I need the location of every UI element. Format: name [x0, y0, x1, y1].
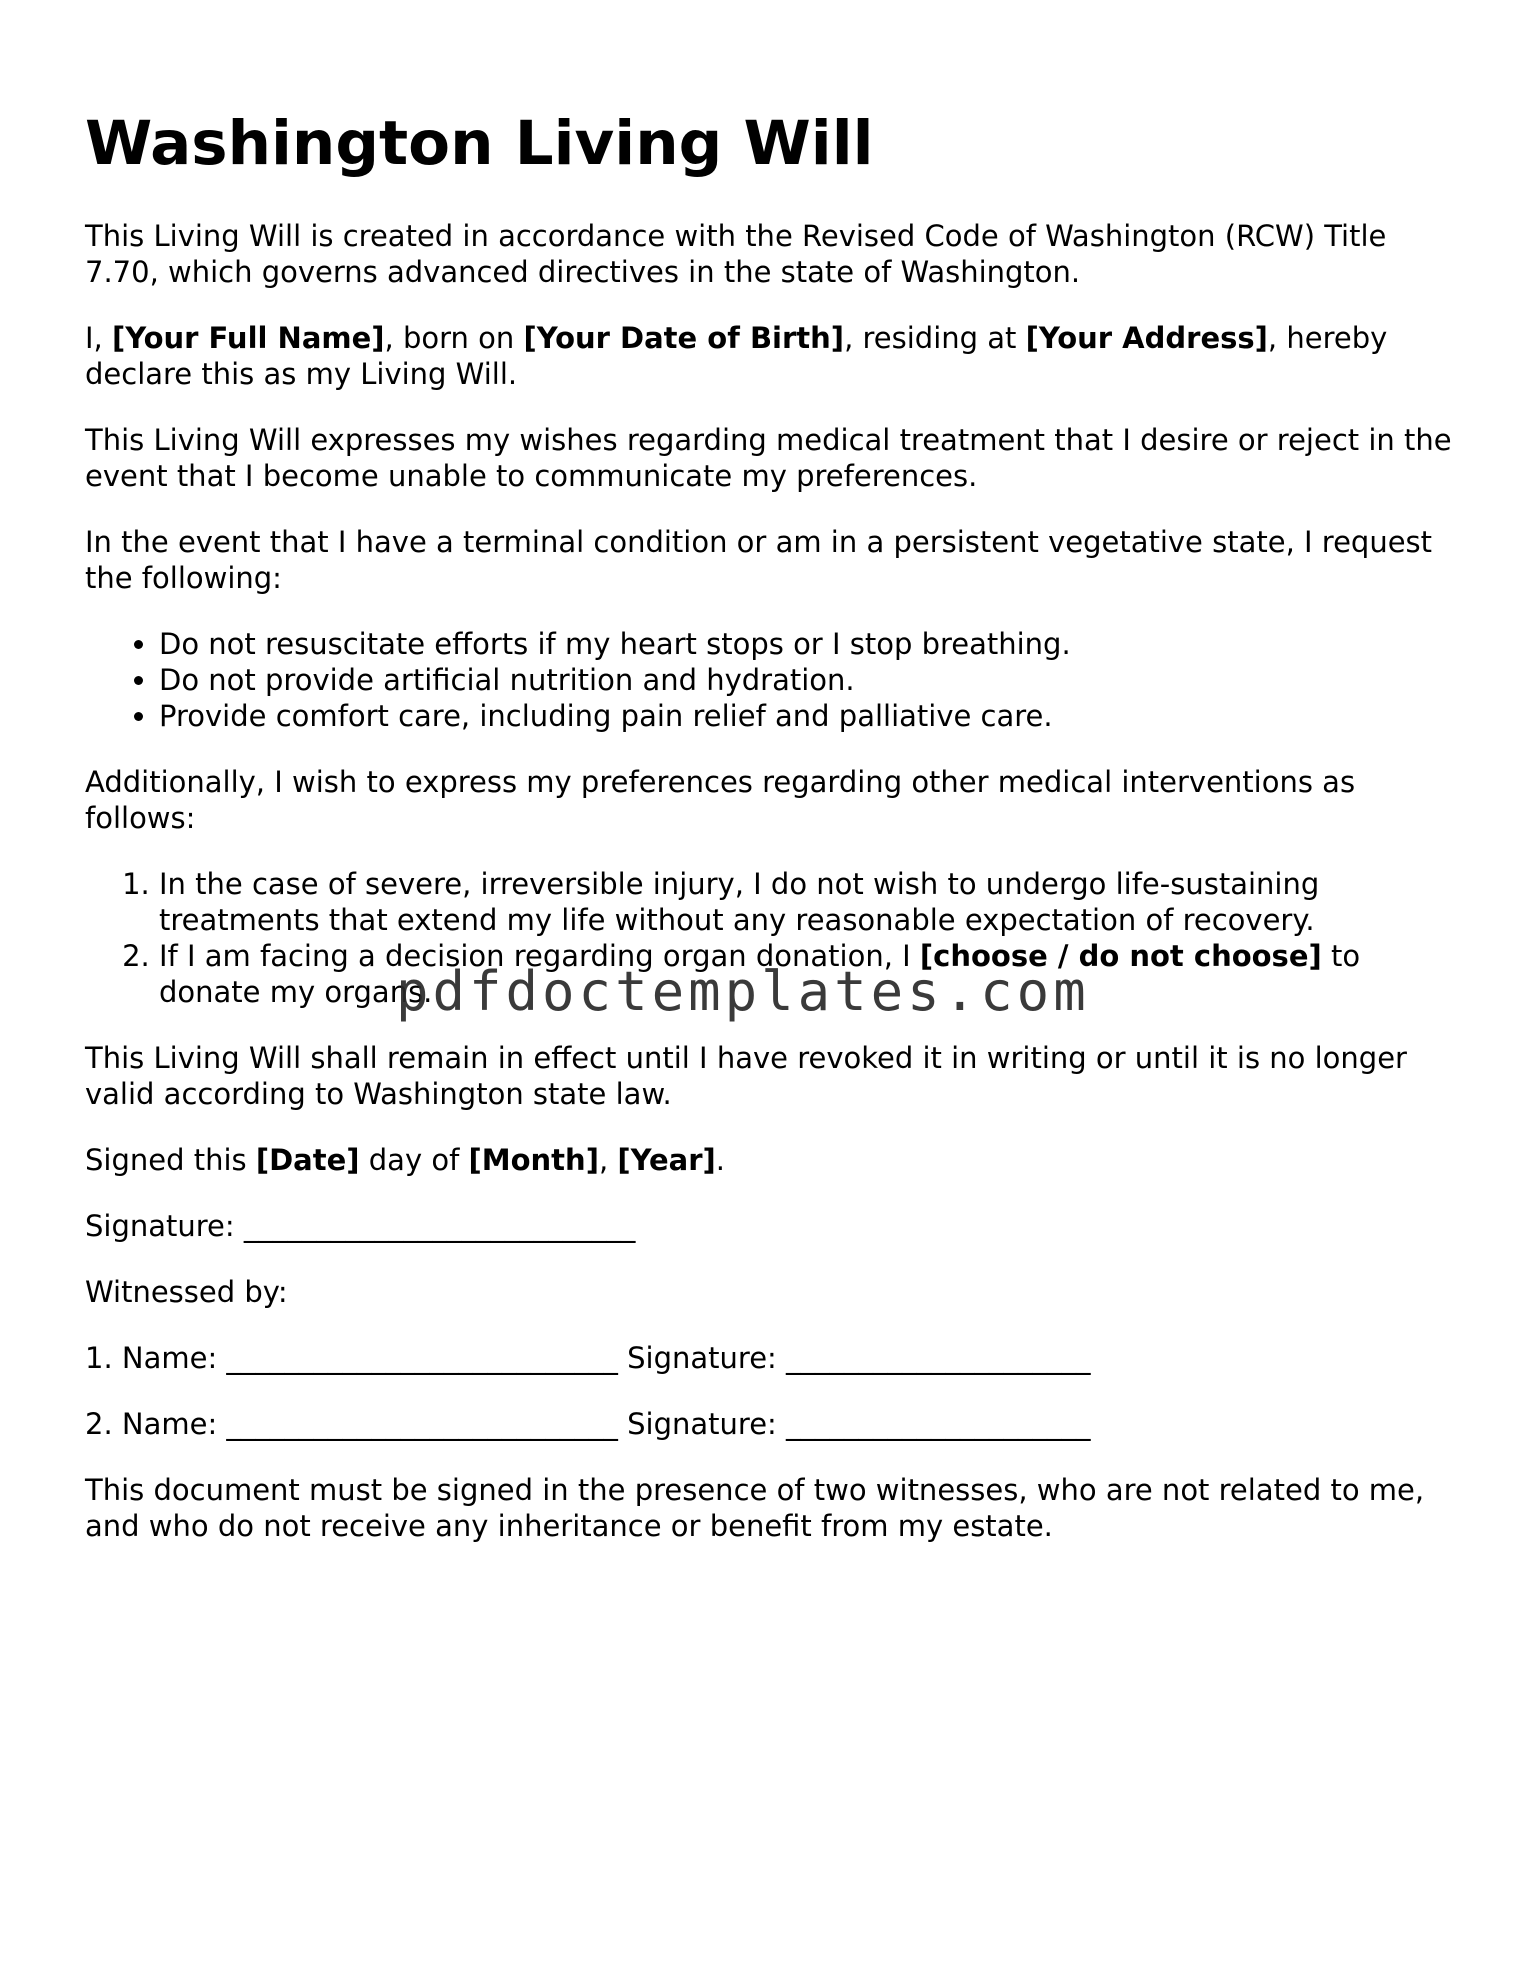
list-item: 1. In the case of severe, irreversible injury, I do not wish to undergo life-sustaining treatments that extend my life without any reasonable expectation of recovery. [159, 866, 1455, 938]
declaration-text: I, [85, 321, 112, 355]
address-placeholder: [Your Address] [1025, 321, 1268, 355]
list-item: • Do not resuscitate efforts if my heart stops or I stop breathing. [159, 626, 1455, 662]
declaration-paragraph [85, 320, 1455, 392]
document-title: Washington Living Will [85, 108, 874, 179]
signed-text: . [715, 1143, 725, 1177]
signed-text: Signed this [85, 1143, 256, 1177]
signed-text: day of [359, 1143, 469, 1177]
year-placeholder: [Year] [617, 1143, 716, 1177]
date-of-birth-placeholder: [Your Date of Birth] [523, 321, 845, 355]
watermark-text: pdfdoctemplates.com [396, 960, 1090, 1023]
signature-line: Signature: ___________________________ [85, 1209, 636, 1243]
signed-date-line [85, 1142, 1455, 1178]
list-item: • Do not provide artificial nutrition and hydration. [159, 662, 1455, 698]
terminal-condition-paragraph: In the event that I have a terminal condition or am in a persistent vegetative state, I request the following: [85, 525, 1433, 595]
month-placeholder: [Month] [468, 1143, 599, 1177]
requests-list [85, 626, 1455, 734]
intro-paragraph: This Living Will is created in accordance with the Revised Code of Washington (RCW) Title 7.70, which governs advanced directives in the state of Washington. [85, 219, 1387, 289]
witness-2-line: 2. Name: ___________________________ Signature: _____________________ [85, 1407, 1091, 1441]
organ-donation-choice-placeholder: [choose / do not choose] [919, 939, 1322, 973]
full-name-placeholder: [Your Full Name] [112, 321, 385, 355]
date-placeholder: [Date] [255, 1143, 360, 1177]
organ-donation-text: If I am facing a decision regarding organ donation, I [159, 939, 920, 973]
document-body [85, 218, 1455, 1574]
revocation-paragraph: This Living Will shall remain in effect until I have revoked it in writing or until it is no longer valid according to Washington state law. [85, 1041, 1407, 1111]
list-item: • Provide comfort care, including pain relief and palliative care. [159, 698, 1455, 734]
witness-requirement-note: This document must be signed in the presence of two witnesses, who are not related to me, and who do not receive any inheritance or benefit from my estate. [85, 1473, 1425, 1543]
signed-text: , [598, 1143, 618, 1177]
additional-preferences-paragraph: Additionally, I wish to express my preferences regarding other medical interventions as follows: [85, 765, 1356, 835]
witnessed-by-label: Witnessed by: [85, 1275, 288, 1309]
declaration-text: , born on [384, 321, 524, 355]
declaration-text: , residing at [844, 321, 1026, 355]
organ-donation-text: to donate my organs. [159, 939, 1361, 1009]
witness-1-line: 1. Name: ___________________________ Signature: _____________________ [85, 1341, 1091, 1375]
declaration-text: , hereby declare this as my Living Will. [85, 321, 1388, 391]
wishes-paragraph: This Living Will expresses my wishes regarding medical treatment that I desire or reject in the event that I become unable to communicate my preferences. [85, 423, 1452, 493]
